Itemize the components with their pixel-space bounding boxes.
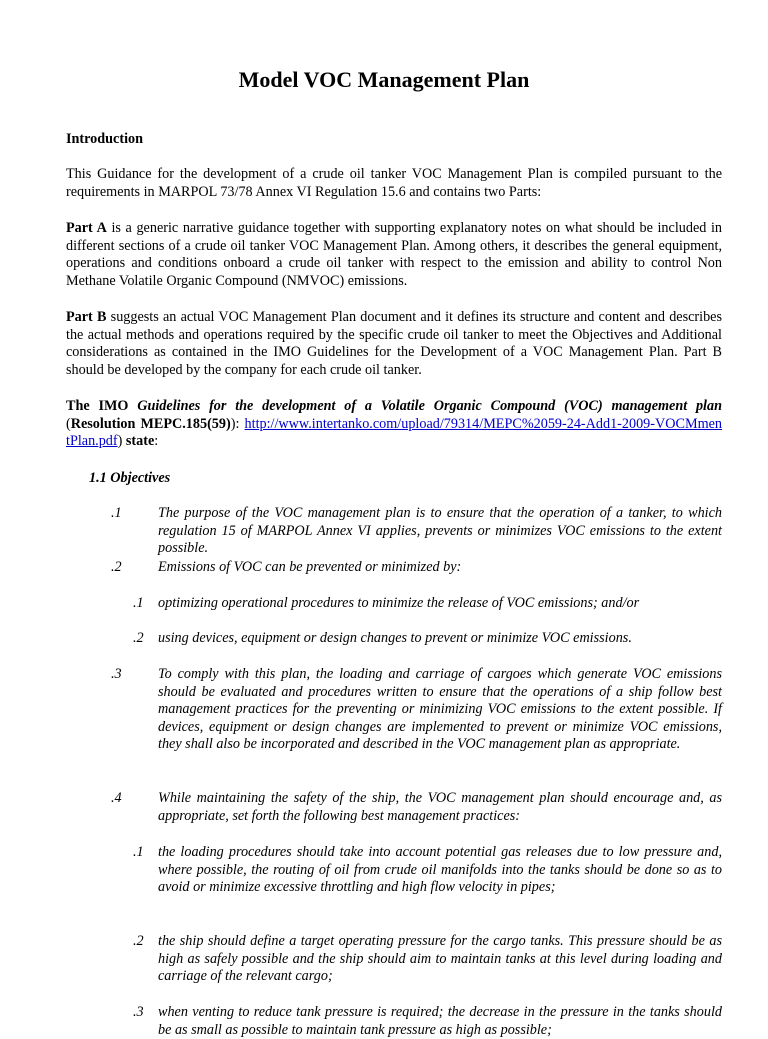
imo-resolution: Resolution MEPC.185(59) <box>70 415 231 432</box>
item-4-3-number: .3 <box>133 1004 144 1020</box>
part-a-label: Part A <box>66 220 107 236</box>
objectives-heading: 1.1 Objectives <box>89 470 171 486</box>
imo-lead: The IMO <box>66 398 138 414</box>
item-4-2-text: the ship should define a target operating pressure for the cargo tanks. This pressure should be as high as safely possible and the ship should aim to maintain tanks at this level during loading and carriage of the relevant cargo; <box>158 933 722 985</box>
item-4-3-text: when venting to reduce tank pressure is required; the decrease in the pressure in the tanks should be as small as possible to maintain tank pressure as high as possible; <box>158 1004 722 1038</box>
imo-state: state <box>125 433 155 450</box>
document-title: Model VOC Management Plan <box>238 67 530 92</box>
part-a-paragraph <box>66 220 722 290</box>
part-b-label: Part B <box>66 309 107 325</box>
item-4-1-text: the loading procedures should take into account potential gas releases due to low pressure and, where possible, the routing of oil from crude oil manifolds into the tanks should be done so as to avoid or minimize excessive throttling and high flow velocity in pipes; <box>158 844 722 896</box>
item-2-number: .2 <box>111 559 122 575</box>
item-4-2-number: .2 <box>133 933 144 949</box>
item-4-1-number: .1 <box>133 844 144 860</box>
item-2-text: Emissions of VOC can be prevented or minimized by: <box>158 559 462 575</box>
part-b-text: suggests an actual VOC Management Plan document and it defines its structure and content and describes the actual methods and operations required by the specific crude oil tanker to meet the Objectives and Additional considerations as contained in the IMO Guidelines for the Development of a VOC Management Plan. Part B should be developed by the company for each crude oil tanker. <box>66 309 723 378</box>
item-4-text: While maintaining the safety of the ship, the VOC management plan should encourage and, as appropriate, set forth the following best management practices: <box>158 790 722 824</box>
item-3-text: To comply with this plan, the loading and carriage of cargoes which generate VOC emissions should be evaluated and procedures written to ensure that the operations of a ship follow best management practices for the preventing or minimizing VOC emissions to the extent possible. If devices, equipment or design changes are implemented to prevent or minimize VOC emissions, they shall also be incorporated and described in the VOC management plan as appropriate. <box>158 666 722 753</box>
part-a-text: is a generic narrative guidance together with supporting explanatory notes on what should be included in different sections of a crude oil tanker VOC Management Plan. Among others, it describes the general equipment, operations and conditions onboard a crude oil tanker with respect to the emission and ability to control Non Methane Volatile Organic Compound (NMVOC) emissions. <box>66 220 722 289</box>
item-1-text: The purpose of the VOC management plan is to ensure that the operation of a tanker, to which regulation 15 of MARPOL Annex VI applies, prevents or minimizes VOC emissions to the extent possible. <box>158 505 722 557</box>
part-b-paragraph <box>66 309 722 379</box>
item-1-number: .1 <box>111 505 122 521</box>
item-3-number: .3 <box>111 666 122 682</box>
item-2-2-number: .2 <box>133 630 144 646</box>
mepc-document-link[interactable]: http://www.intertanko.com/upload/79314/MEPC%2059-24-Add1-2009-VOCMmentPlan.pdf <box>66 415 723 450</box>
introduction-heading: Introduction <box>66 131 143 147</box>
intro-paragraph: This Guidance for the development of a crude oil tanker VOC Management Plan is compiled pursuant to the requirements in MARPOL 73/78 Annex VI Regulation 15.6 and contains two Parts: <box>66 166 722 200</box>
item-2-1-text: optimizing operational procedures to minimize the release of VOC emissions; and/or <box>158 595 640 611</box>
imo-guidelines-title: Guidelines for the development of a Volatile Organic Compound (VOC) management plan <box>137 398 722 414</box>
item-2-2-text: using devices, equipment or design changes to prevent or minimize VOC emissions. <box>158 630 632 646</box>
item-2-1-number: .1 <box>133 595 144 611</box>
imo-paragraph: The IMO Guidelines for the development of a Volatile Organic Compound (VOC) management plan (Resolution MEPC.185(59)): http://www.intertanko.com/upload/79314/MEPC%2059-24-Add1-2009-VOCMmentPlan.pdf) state: <box>66 398 723 450</box>
item-4-number: .4 <box>111 790 122 806</box>
